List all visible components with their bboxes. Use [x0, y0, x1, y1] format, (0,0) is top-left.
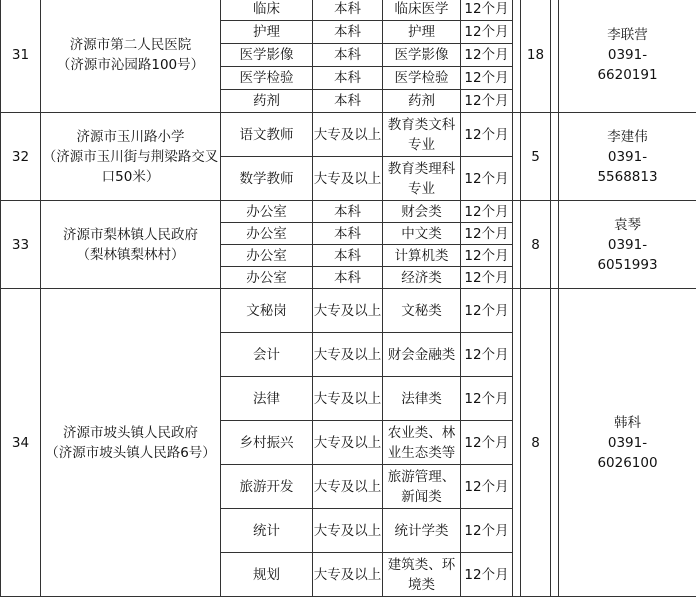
position-name: 文秘岗: [221, 289, 313, 333]
contact-name: 李建伟: [559, 127, 696, 147]
major-requirement: 护理: [383, 21, 461, 44]
education-requirement: 大专及以上: [313, 377, 383, 421]
term-length: 12个月: [461, 90, 513, 113]
term-length: 12个月: [461, 245, 513, 267]
spacer-cell: [551, 0, 559, 113]
contact-phone: 0391-: [559, 235, 696, 255]
major-requirement: 财会金融类: [383, 333, 461, 377]
row-number: 34: [1, 289, 41, 597]
education-requirement: 大专及以上: [313, 553, 383, 597]
table-body: [1, 0, 696, 597]
contact-phone: 0391-: [559, 147, 696, 167]
unit-address: （梨林镇梨林村）: [41, 245, 220, 265]
major-requirement: 药剂: [383, 90, 461, 113]
term-length: 12个月: [461, 44, 513, 67]
position-name: 旅游开发: [221, 465, 313, 509]
position-name: 语文教师: [221, 113, 313, 157]
contact-name: 李联营: [559, 25, 696, 45]
position-name: 医学影像: [221, 44, 313, 67]
major-requirement: 计算机类: [383, 245, 461, 267]
position-name: 统计: [221, 509, 313, 553]
position-name: 办公室: [221, 245, 313, 267]
term-length: 12个月: [461, 553, 513, 597]
unit-address: （济源市玉川街与荆梁路交叉口50米）: [41, 147, 220, 187]
spacer-cell: [551, 201, 559, 289]
contact-name: 袁琴: [559, 215, 696, 235]
position-name: 规划: [221, 553, 313, 597]
education-requirement: 大专及以上: [313, 157, 383, 201]
unit-cell: [41, 201, 221, 289]
major-requirement: 经济类: [383, 267, 461, 289]
row-number: 31: [1, 0, 41, 113]
contact-phone: 6620191: [559, 65, 696, 85]
position-name: 药剂: [221, 90, 313, 113]
contact-phone: 6051993: [559, 255, 696, 275]
unit-name: 济源市第二人民医院: [41, 35, 220, 55]
spacer-cell: [551, 289, 559, 597]
position-name: 临床: [221, 0, 313, 21]
education-requirement: 大专及以上: [313, 421, 383, 465]
position-name: 医学检验: [221, 67, 313, 90]
term-length: 12个月: [461, 267, 513, 289]
education-requirement: 本科: [313, 67, 383, 90]
education-requirement: 本科: [313, 201, 383, 223]
major-requirement: 教育类文科专业: [383, 113, 461, 157]
education-requirement: 本科: [313, 223, 383, 245]
contact-phone: 5568813: [559, 167, 696, 187]
term-length: 12个月: [461, 0, 513, 21]
term-length: 12个月: [461, 289, 513, 333]
position-name: 会计: [221, 333, 313, 377]
contact-cell: [559, 201, 696, 289]
major-requirement: 教育类理科专业: [383, 157, 461, 201]
unit-name: 济源市坡头镇人民政府: [41, 423, 220, 443]
term-length: 12个月: [461, 333, 513, 377]
position-name: 办公室: [221, 201, 313, 223]
education-requirement: 大专及以上: [313, 465, 383, 509]
position-name: 办公室: [221, 223, 313, 245]
row-number: 33: [1, 201, 41, 289]
major-requirement: 建筑类、环境类: [383, 553, 461, 597]
education-requirement: 本科: [313, 44, 383, 67]
position-name: 办公室: [221, 267, 313, 289]
table-row: [1, 113, 696, 157]
table-row: [1, 0, 696, 21]
unit-cell: [41, 289, 221, 597]
position-name: 法律: [221, 377, 313, 421]
education-requirement: 本科: [313, 267, 383, 289]
unit-address: （济源市坡头镇人民路6号）: [41, 443, 220, 463]
position-count: 8: [521, 201, 551, 289]
unit-cell: [41, 113, 221, 201]
table-row: [1, 201, 696, 223]
major-requirement: 医学检验: [383, 67, 461, 90]
major-requirement: 财会类: [383, 201, 461, 223]
major-requirement: 农业类、林业生态类等: [383, 421, 461, 465]
spacer-cell: [513, 289, 521, 597]
unit-cell: [41, 0, 221, 113]
position-name: 数学教师: [221, 157, 313, 201]
term-length: 12个月: [461, 21, 513, 44]
education-requirement: 本科: [313, 90, 383, 113]
spacer-cell: [513, 201, 521, 289]
contact-name: 韩科: [559, 413, 696, 433]
row-number: 32: [1, 113, 41, 201]
term-length: 12个月: [461, 67, 513, 90]
position-name: 乡村振兴: [221, 421, 313, 465]
contact-phone: 0391-: [559, 433, 696, 453]
position-count: 18: [521, 0, 551, 113]
term-length: 12个月: [461, 223, 513, 245]
position-count: 5: [521, 113, 551, 201]
contact-phone: 0391-: [559, 45, 696, 65]
education-requirement: 大专及以上: [313, 289, 383, 333]
term-length: 12个月: [461, 113, 513, 157]
term-length: 12个月: [461, 509, 513, 553]
contact-phone: 6026100: [559, 453, 696, 473]
term-length: 12个月: [461, 201, 513, 223]
table-row: [1, 289, 696, 333]
term-length: 12个月: [461, 377, 513, 421]
term-length: 12个月: [461, 157, 513, 201]
contact-cell: [559, 113, 696, 201]
major-requirement: 文秘类: [383, 289, 461, 333]
education-requirement: 本科: [313, 245, 383, 267]
education-requirement: 本科: [313, 0, 383, 21]
spacer-cell: [513, 0, 521, 113]
education-requirement: 本科: [313, 21, 383, 44]
education-requirement: 大专及以上: [313, 333, 383, 377]
spacer-cell: [513, 113, 521, 201]
contact-cell: [559, 0, 696, 113]
position-count: 8: [521, 289, 551, 597]
major-requirement: 统计学类: [383, 509, 461, 553]
unit-name: 济源市梨林镇人民政府: [41, 225, 220, 245]
unit-name: 济源市玉川路小学: [41, 127, 220, 147]
education-requirement: 大专及以上: [313, 113, 383, 157]
position-name: 护理: [221, 21, 313, 44]
unit-address: （济源市沁园路100号）: [41, 55, 220, 75]
education-requirement: 大专及以上: [313, 509, 383, 553]
spacer-cell: [551, 113, 559, 201]
major-requirement: 旅游管理、新闻类: [383, 465, 461, 509]
major-requirement: 临床医学: [383, 0, 461, 21]
major-requirement: 中文类: [383, 223, 461, 245]
term-length: 12个月: [461, 421, 513, 465]
contact-cell: [559, 289, 696, 597]
term-length: 12个月: [461, 465, 513, 509]
major-requirement: 法律类: [383, 377, 461, 421]
major-requirement: 医学影像: [383, 44, 461, 67]
